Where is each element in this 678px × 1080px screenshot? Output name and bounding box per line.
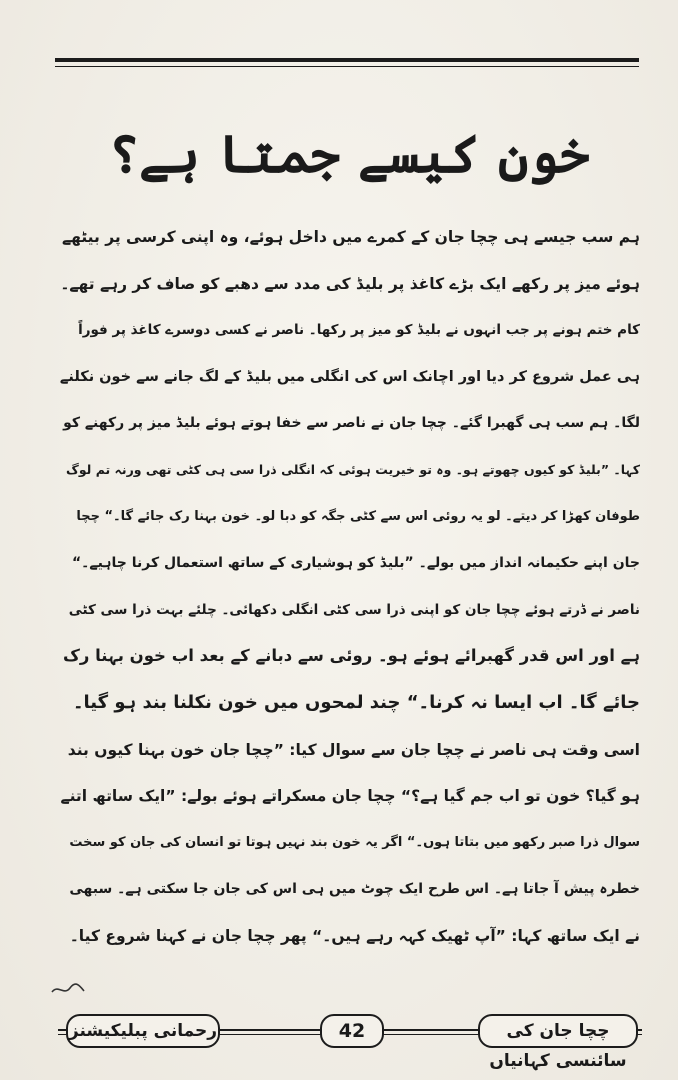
publisher-label: رحمانی پبلیکیشنز (66, 1014, 220, 1048)
text-line: ہے اور اس قدر گھبرائے ہوئے ہو۔ روئی سے دبانے کے بعد اب خون بہنا رک (62, 646, 640, 666)
text-line: ناصر نے ڈرتے ہوئے چچا جان کو اپنی ذرا سی کٹی انگلی دکھائی۔ چلئے بہت ذرا سی کٹی (68, 601, 640, 618)
text-line: خطرہ پیش آ جاتا ہے۔ اس طرح ایک چوٹ میں ہی اس کی جان جا سکتی ہے۔ سبھی (69, 881, 640, 898)
text-line: نے ایک ساتھ کہا: ”آپ ٹھیک کہہ رہے ہیں۔“ پھر چچا جان نے کہنا شروع کیا۔ (69, 926, 640, 945)
chapter-body (58, 214, 640, 960)
page-footer (58, 1010, 642, 1071)
page-number: 42 (320, 1014, 384, 1048)
text-line: ہی عمل شروع کر دیا اور اچانک اس کی انگلی میں بلیڈ کے لگ جانے سے خون نکلنے (59, 368, 640, 385)
header-rule-thick (55, 58, 639, 62)
text-line: ہم سب جیسے ہی چچا جان کے کمرے میں داخل ہوئے، وہ اپنی کرسی پر بیٹھے (62, 228, 640, 246)
text-line: جان اپنے حکیمانہ انداز میں بولے۔ ”بلیڈ کو ہوشیاری کے ساتھ استعمال کرنا چاہیے۔“ (71, 555, 640, 572)
text-line: کام ختم ہونے پر جب انہوں نے بلیڈ کو میز پر رکھا۔ ناصر نے کسی دوسرے کاغذ پر فوراً (78, 322, 640, 339)
text-line: جائے گا۔ اب ایسا نہ کرنا۔“ چند لمحوں میں خون نکلنا بند ہو گیا۔ (72, 691, 640, 713)
text-line: طوفان کھڑا کر دیتے۔ لو یہ روئی اس سے کٹی جگہ کو دبا لو۔ خون بہنا رک جائے گا۔“ چچا (76, 508, 640, 524)
text-line: ہوئے میز پر رکھے ایک بڑے کاغذ پر بلیڈ کی مدد سے دھبے کو صاف کر رہے تھے۔ (60, 274, 640, 293)
text-line: ہو گیا؟ خون تو اب جم گیا ہے؟“ چچا جان مسکراتے ہوئے بولے: ”ایک ساتھ اتنے (60, 787, 640, 806)
header-rule-thin (55, 66, 639, 67)
text-line: لگا۔ ہم سب ہی گھبرا گئے۔ چچا جان نے ناصر سے خفا ہوتے ہوئے بلیڈ میز پر رکھنے کو (63, 415, 640, 432)
text-line: اسی وقت ہی ناصر نے چچا جان سے سوال کیا: ”چچا جان خون بہنا کیوں بند (67, 740, 640, 759)
text-line: کہا۔ ”بلیڈ کو کیوں چھوتے ہو۔ وہ تو خیریت ہوئی کہ انگلی ذرا سی ہی کٹی تھی ورنہ تم لوگ (66, 461, 640, 477)
chapter-title: خون کیسے جمتا ہے؟ (108, 124, 590, 185)
text-line: سوال ذرا صبر رکھو میں بتاتا ہوں۔“ اگر یہ خون بند نہیں ہوتا تو انسان کی جان کو سخت (69, 834, 640, 850)
book-title-label: چچا جان کی سائنسی کہانیاں (478, 1014, 638, 1048)
flourish-ornament (50, 982, 86, 998)
